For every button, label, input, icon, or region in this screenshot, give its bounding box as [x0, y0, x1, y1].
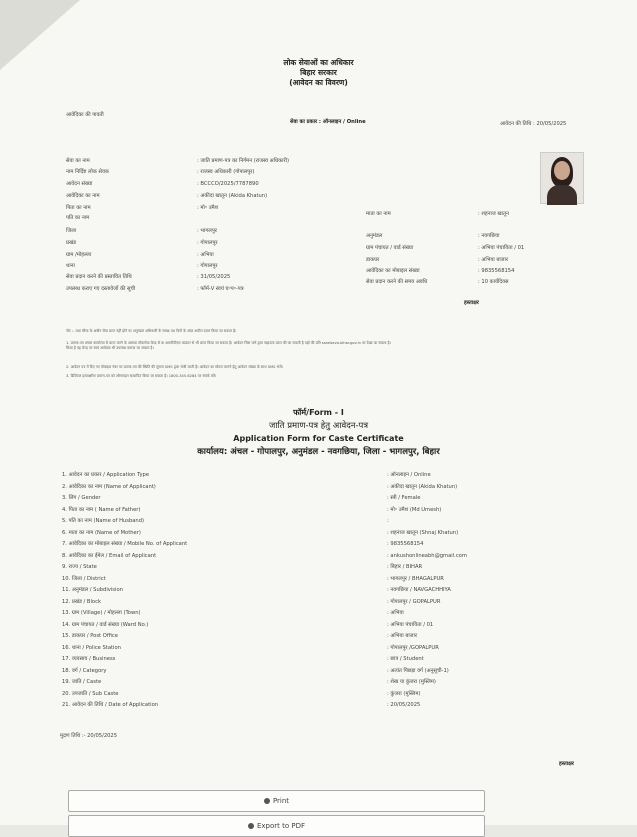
form-field-value: : नवगछिया / NAVGACHHIYA: [387, 587, 451, 593]
detail-value: : भागलपुर: [197, 228, 217, 234]
form-field-value: : बिहार / BIHAR: [387, 564, 423, 570]
detail-value: : 9835568154: [478, 268, 515, 274]
form-field-value: : शेख या कुंजरा (मुस्लिम): [387, 679, 436, 685]
detail-value: : राजस्व अधिकारी (गोपालपुर): [197, 169, 255, 175]
detail-label: उपलब्ध कराए गए दस्तावेजों की सूची: [66, 286, 136, 292]
form-field-label: 13. ग्राम (Village) / मोहल्ला (Town): [62, 610, 141, 616]
header-line-1: लोक सेवाओं का अधिकार: [283, 58, 354, 67]
detail-label: नाम निर्दिष्ट लोक सेवक: [66, 169, 109, 175]
form-field-value: : अभिया बाजार: [387, 633, 417, 639]
form-field-label: 7. आवेदिका का मोबाइल संख्या / Mobile No. of Applicant: [62, 541, 188, 547]
export-pdf-button[interactable]: [68, 815, 485, 837]
form-field-label: 17. व्यवसाय / Business: [62, 656, 116, 662]
detail-label: सेवा प्रदान करने की प्रस्तावित तिथि: [66, 274, 132, 280]
form-field-label: 4. पिता का नाम ( Name of Father): [62, 506, 141, 513]
detail-label: अनुमंडल: [366, 233, 383, 239]
form-field-value: : ankushonlineabh@gmail.com: [387, 552, 467, 559]
detail-value: : अभिया बाजार: [478, 257, 508, 263]
detail-label: आवेदिका का मोबाइल संख्या: [366, 268, 420, 274]
form-title-english: Application Form for Caste Certificate: [233, 434, 404, 443]
note-line: 2. आवेदन पत्र में दिए गए मोबाइल नंबर पर प्रमाण-पत्र की स्थिति की सूचना SMS द्वारा भेजी जाती है। आवेदन का स्टेटस जानने हेतु आवेदन संख्या के साथ SMS भेजें।: [66, 365, 284, 369]
form-field-value: : अभिया पंचायिता / 01: [387, 621, 434, 628]
form-title-number: फॉर्म/Form - I: [293, 408, 344, 417]
pdf-icon: [248, 823, 254, 829]
form-field-label: 6. माता का नाम (Name of Mother): [62, 529, 141, 536]
detail-label: आवेदिका का नाम: [66, 193, 100, 199]
detail-label: डाकघर: [366, 257, 380, 263]
detail-value: : 31/05/2025: [197, 274, 231, 280]
form-field-value: : अभिया: [387, 610, 404, 616]
detail-value: : 10 कार्यदिवस: [478, 279, 509, 285]
detail-value: : फॉर्म-V स्वयं घ॰प॰-पत्र: [197, 286, 244, 292]
footer-signature: हस्ताक्षर: [559, 761, 574, 767]
detail-label: पिता का नाम: [66, 205, 91, 211]
form-field-label: 15. डाकघर / Post Office: [62, 633, 118, 639]
form-field-value: : गोपालपुर / GOPALPUR: [387, 598, 441, 605]
form-field-value: : अत्यंत पिछड़ा वर्ग (अनुसूची-1): [387, 667, 449, 674]
form-field-value: : स्त्री / Female: [387, 495, 421, 501]
form-field-label: 10. जिला / District: [62, 575, 106, 582]
form-field-label: 8. आवेदिका का ईमेल / Email of Applicant: [62, 552, 157, 559]
form-field-label: 9. राज्य / State: [62, 564, 97, 570]
application-date: आवेदन की तिथि : 20/05/2025: [500, 121, 567, 127]
applicant-photo: [540, 152, 584, 204]
form-field-value: : छात्र / Student: [387, 656, 424, 662]
receipt-label: आवेदिका की पावती: [66, 112, 104, 118]
form-field-value: : शहनाज खातून (Shnaj Khatun): [387, 529, 459, 536]
detail-label: ग्राम /मोहल्ला: [66, 252, 92, 258]
detail-value: : गोपालपुर: [197, 240, 218, 246]
detail-value: : अभिया पंचायिता / 01: [478, 245, 525, 251]
detail-value: : अभिया: [197, 252, 214, 258]
note-line: 3. डिजिटल हस्ताक्षरित प्रमाण-पत्र को ऑनलाइन सत्यापित किया जा सकता है। 1800-345-6284 पर संपर्क करें।: [66, 374, 217, 378]
detail-value: : मो॰ उमैश: [197, 205, 219, 211]
detail-value: : अकीदा खातून (Akida Khatun): [197, 193, 268, 199]
note-line: नोट :- यथा सीमा के अधीन सेवा प्राप्त नहीं होने पर अनुमंडल अधिकारी के समक्ष 30 दिनों के अंदर अपील दायर किया जा सकता है।: [66, 329, 237, 333]
detail-label: थाना: [66, 263, 75, 269]
form-field-label: 3. लिंग / Gender: [62, 495, 101, 501]
form-field-label: 2. आवेदिका का नाम (Name of Applicant): [62, 483, 156, 490]
detail-value: : BCCCO/2025/7787890: [197, 181, 259, 187]
form-field-value: : कुंजरा (मुस्लिम): [387, 690, 421, 697]
form-field-value: :: [387, 518, 389, 524]
form-field-value: : 9835568154: [387, 541, 424, 547]
print-button[interactable]: [68, 790, 485, 812]
form-field-value: : अकीदा खातून (Akida Khatun): [387, 483, 458, 490]
note-line: किया है वह केन्द्र पर स्वयं आवेदक भी उपलब्ध कराया जा सकता है।: [66, 346, 154, 350]
form-field-value: : मो॰ उमैश (Md Umesh): [387, 506, 442, 513]
form-field-label: 20. उपजाति / Sub Caste: [62, 690, 119, 697]
print-date: मुद्रण तिथि :- 20/05/2025: [60, 733, 118, 739]
detail-label: जिला: [66, 228, 77, 234]
detail-label: प्रखंड: [66, 240, 76, 246]
detail-label: माता का नाम: [366, 211, 391, 217]
detail-label: सेवा का नाम: [66, 158, 90, 164]
form-field-label: 11. अनुमंडल / Subdivision: [62, 587, 123, 593]
form-field-label: 5. पति का नाम (Name of Husband): [62, 518, 145, 524]
form-field-value: : 20/05/2025: [387, 702, 421, 708]
detail-value: : गोपालपुर: [197, 263, 218, 269]
signature-label: हस्ताक्षर: [464, 300, 479, 306]
detail-label: ग्राम पंचायत / वार्ड संख्या: [366, 245, 414, 251]
form-field-value: : भागलपुर / BHAGALPUR: [387, 575, 444, 582]
header-line-3: (आवेदन का विवरण): [289, 78, 348, 87]
form-title-hindi: जाति प्रमाण-पत्र हेतु आवेदन-पत्र: [268, 421, 369, 431]
form-field-label: 16. थाना / Police Station: [62, 644, 121, 651]
form-field-label: 18. वर्ग / Category: [62, 667, 107, 674]
note-line: 1. प्रमाण-पत्र अंचल कार्यालय से प्राप्त करने के अलावा लोकसेवा केन्द्र से या आरटीपीएस काउंटर से भी प्राप्त किया जा सकता है। आवेदन जिस पाने द्वारा सहायता प्राप्त की जा सकती है वहाँ की प्रति saralseva.bihar.gov.in पर देखा जा सकता है।: [66, 341, 391, 345]
service-type: सेवा का प्रकार : ऑनलाइन / Online: [290, 119, 366, 125]
document-header: [0, 58, 637, 88]
form-field-label: 1. आवेदन का प्रकार / Application Type: [62, 472, 150, 478]
form-field-label: 14. ग्राम पंचायत / वार्ड संख्या (Ward No.): [62, 621, 149, 628]
form-office: कार्यालय: अंचल - गोपालपुर, अनुमंडल - नवगछिया, जिला - भागलपुर, बिहार: [197, 447, 440, 457]
detail-label: सेवा प्रदान करने की समय अवधि: [366, 279, 428, 285]
print-icon: [264, 798, 270, 804]
form-field-label: 19. जाति / Caste: [62, 679, 102, 685]
detail-label: पति का नाम: [66, 215, 90, 221]
form-field-value: : ऑनलाइन / Online: [387, 472, 431, 478]
form-field-value: : गोपालपुर /GOPALPUR: [387, 644, 439, 651]
print-button-label: Print: [272, 797, 290, 805]
detail-value: : नवगछिया: [478, 233, 500, 239]
form-field-label: 12. प्रखंड / Block: [62, 598, 101, 605]
detail-label: आवेदन संख्या: [66, 181, 93, 187]
detail-value: : जाति प्रमाण-पत्र का निर्गमन (राजस्व अधिकारी): [197, 158, 289, 164]
export-button-label: Export to PDF: [256, 822, 306, 830]
form-field-label: 21. आवेदन की तिथि / Date of Application: [62, 702, 159, 708]
header-line-2: बिहार सरकार: [300, 68, 337, 77]
detail-value: : शहनाज खातून: [478, 211, 509, 217]
